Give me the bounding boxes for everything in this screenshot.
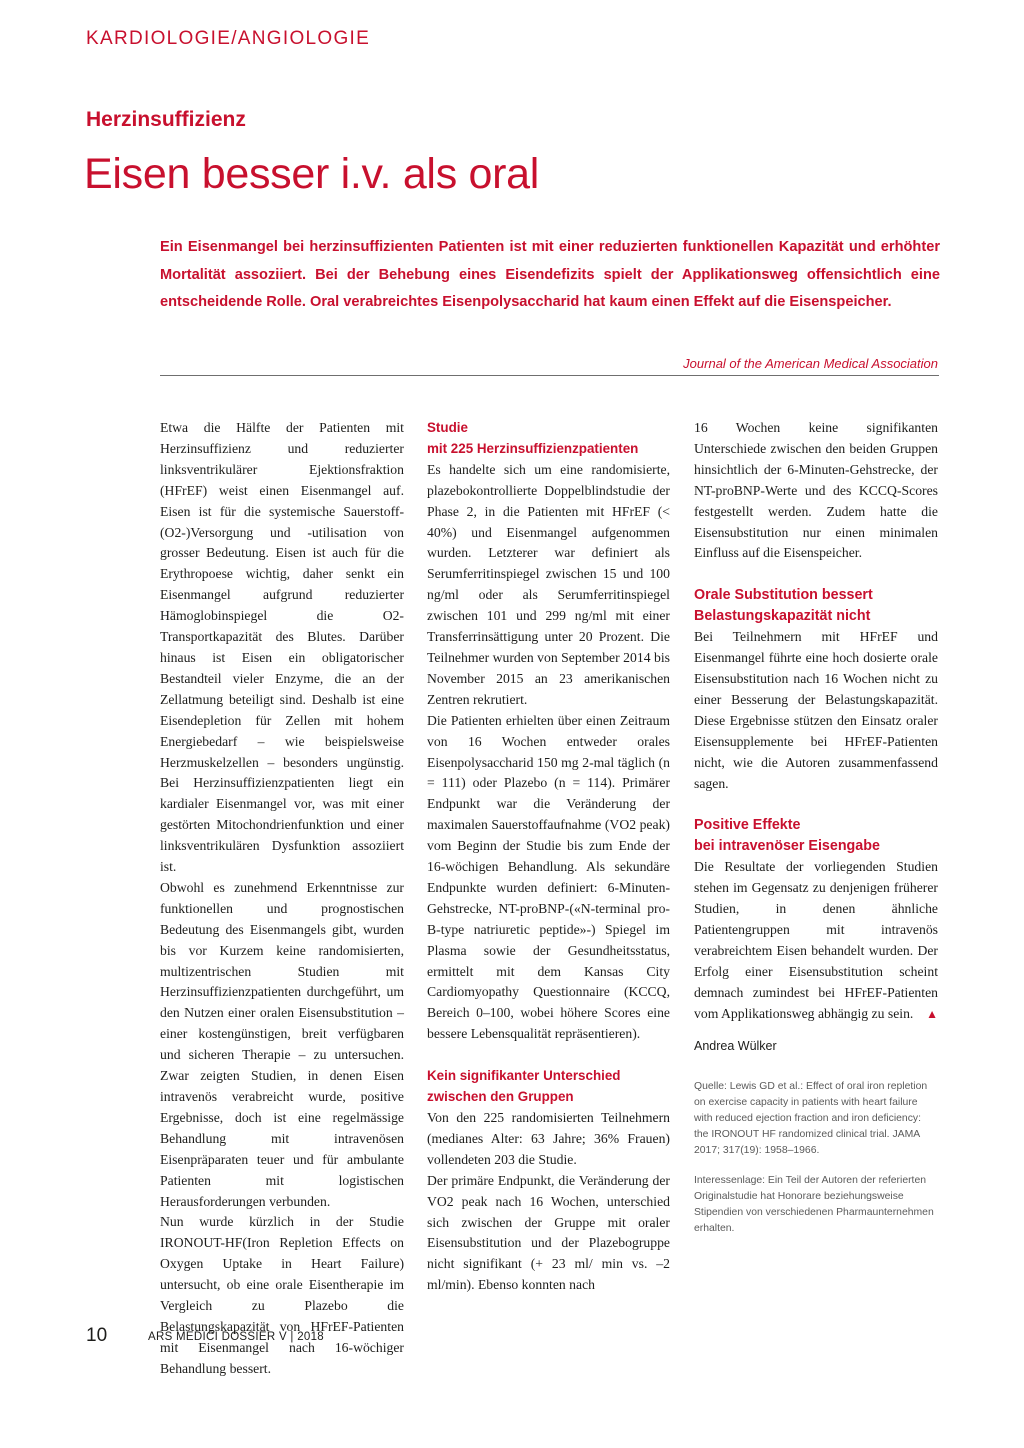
subheading-line: zwischen den Gruppen bbox=[427, 1089, 574, 1105]
column-2 bbox=[427, 418, 670, 1296]
subheading-line: mit 225 Herzinsuffizienzpatienten bbox=[427, 440, 639, 456]
interest-note: Interessenlage: Ein Teil der Autoren der referierten Originalstudie hat Honorare beziehungsweise Stipendien von verschiedenen Pharmaunternehmen erhalten. bbox=[694, 1175, 934, 1235]
end-triangle-icon: ▲ bbox=[926, 1006, 938, 1021]
paragraph bbox=[694, 857, 938, 1024]
source-journal: Journal of the American Medical Association bbox=[683, 356, 938, 371]
section-label: KARDIOLOGIE/ANGIOLOGIE bbox=[86, 28, 371, 49]
source-note: Quelle: Lewis GD et al.: Effect of oral iron repletion on exercise capacity in patients with heart failure with reduced ejection fraction and iron deficiency: the IRONOUT HF randomized clinical trial. JAMA 2017; 317(19): 1958–1966. bbox=[694, 1081, 928, 1157]
subheading-positive-effects bbox=[694, 815, 938, 857]
paragraph: Etwa die Hälfte der Patienten mit Herzinsuffizienz und reduzierter linksventrikulärer Ejektionsfraktion (HFrEF) weist einen Eisenmangel auf. Eisen ist für die systemische Sauerstoff-(O2-)Versorgung und -utilisation von grosser Bedeutung. Eisen ist auch für die Erythropoese wichtig, daher senkt ein Eisenmangel aufgrund reduzierter Hämoglobinspiegel die O2-Transportkapazität des Blutes. Darüber hinaus ist Eisen ein obligatorischer Bestandteil vieler Enzyme, die an der Zellatmung beteiligt sind. Deshalb ist eine Eisendepletion für Zellen mit hohem Energiebedarf – wie beispielsweise Herzmuskelzellen – besonders ungünstig. Bei Herzinsuffizienzpatienten liegt ein kardialer Eisenmangel vor, was mit einer gestörten Mitochondrienfunktion und einer linksventrikulären Dysfunktion assoziiert ist. bbox=[160, 420, 404, 875]
subheading-line: Belastungskapazität nicht bbox=[694, 608, 871, 625]
spacer bbox=[694, 564, 938, 585]
paragraph-text: Die Resultate der vorliegenden Studien stehen im Gegensatz zu denjenigen früherer Studien, in denen ähnliche Patientengruppen mit intravenös verabreichtem Eisen behandelt wurden. Der Erfolg einer Eisensubstitution scheint demnach zumindest bei HFrEF-Patienten vom Applikationsweg abhängig zu sein. bbox=[694, 859, 938, 1021]
subheading-oral-substitution bbox=[694, 585, 938, 627]
subheading-line: Studie bbox=[427, 420, 468, 435]
subheading-line: Positive Effekte bbox=[694, 817, 801, 834]
author-name: Andrea Wülker bbox=[694, 1039, 777, 1054]
spacer bbox=[694, 794, 938, 815]
paragraph: Es handelte sich um eine randomisierte, plazebokontrollierte Doppelblindstudie der Phase 2, in die Patienten mit HFrEF (< 40%) und Eisenmangel aufgenommen wurden. Letzterer war definiert als Serumferritinspiegel zwischen 15 und 100 ng/ml oder als Serumferritinspiegel zwischen 101 und 299 ng/ml mit einer Transferrinsättigung unter 20 Prozent. Die Teilnehmer wurden von September 2014 bis November 2015 an 23 amerikanischen Zentren rekrutiert. bbox=[427, 461, 670, 707]
paragraph: Die Patienten erhielten über einen Zeitraum von 16 Wochen entweder orales Eisenpolysaccharid 150 mg 2-mal täglich (n = 111) oder Plazebo (n = 114). Primärer Endpunkt war die Veränderung der maximalen Sauerstoffaufnahme (VO2 peak) vom Beginn der Studie bis zum Ende der 16-wöchigen Behandlung. Als sekundäre Endpunkte wurden definiert: 6-Minuten-Gehstrecke, NT-proBNP-(«N-terminal pro-B-type natriuretic peptide»-) Spiegel im Plasma sowie der Gesundheitsstatus, ermittelt mit dem Kansas City Cardiomyopathy Questionnaire (KCCQ, Bereich 0–100, wobei höhere Scores eine bessere Lebensqualität repräsentieren). bbox=[427, 712, 670, 1042]
divider bbox=[160, 375, 939, 376]
subheading-study bbox=[427, 418, 670, 460]
paragraph: Bei Teilnehmern mit HFrEF und Eisenmangel führte eine hoch dosierte orale Eisensubstitution nach 16 Wochen nicht zu einer Besserung der Belastungskapazität. Diese Ergebnisse stützen den Einsatz oraler Eisensupplemente bei HFrEF-Patienten nicht, wie die Autoren zusammenfassend sagen. bbox=[694, 629, 938, 791]
article-title: Eisen besser i.v. als oral bbox=[84, 150, 540, 198]
paragraph: Der primäre Endpunkt, die Veränderung der VO2 peak nach 16 Wochen, unterschied sich zwischen der Gruppe mit oraler Eisensubstitution und der Plazebogruppe nicht signifikant (+ 23 ml/ min vs. –2 ml/min). Ebenso konnten nach bbox=[427, 1172, 670, 1293]
paragraph: Nun wurde kürzlich in der Studie IRONOUT-HF(Iron Repletion Effects on Oxygen Uptake in Heart Failure) untersucht, ob eine orale Eisentherapie im Vergleich zu Plazebo die Belastungskapazität von HFrEF-Patienten mit Eisenmangel nach 16-wöchiger Behandlung bessert. bbox=[160, 1214, 404, 1376]
article-lead: Ein Eisenmangel bei herzinsuffizienten Patienten ist mit einer reduzierten funktionellen Kapazität und erhöhter Mortalität assoziiert. Bei der Behebung eines Eisendefizits spielt der Applikationsweg offensichtlich eine entscheidende Rolle. Oral verabreichtes Eisenpolysaccharid hat kaum einen Effekt auf die Eisenspeicher. bbox=[160, 239, 940, 311]
paragraph: Von den 225 randomisierten Teilnehmern (medianes Alter: 63 Jahre; 36% Frauen) vollendeten 203 die Studie. bbox=[427, 1110, 670, 1167]
paragraph: 16 Wochen keine signifikanten Unterschiede zwischen den beiden Gruppen hinsichtlich der 6-Minuten-Gehstrecke, der NT-proBNP-Werte und des KCCQ-Scores festgestellt werden. Zudem hatte die Eisensubstitution nur einen minimalen Einfluss auf die Eisenspeicher. bbox=[694, 420, 938, 561]
subheading-line: Orale Substitution bessert bbox=[694, 587, 873, 604]
subheading-line: bei intravenöser Eisengabe bbox=[694, 838, 880, 855]
subheading-line: Kein signifikanter Unterschied bbox=[427, 1068, 621, 1084]
spacer bbox=[427, 1045, 670, 1066]
column-1 bbox=[160, 418, 404, 1380]
page-number: 10 bbox=[86, 1325, 108, 1346]
article-kicker: Herzinsuffizienz bbox=[86, 108, 246, 131]
column-3 bbox=[694, 418, 938, 1237]
paragraph: Obwohl es zunehmend Erkenntnisse zur funktionellen und prognostischen Bedeutung des Eisenmangels gibt, wurden bis vor Kurzem keine randomisierten, multizentrischen Studien mit Herzinsuffizienzpatienten durchgeführt, um den Nutzen einer oralen Eisensubstitution – einer kostengünstigen, breit verfügbaren und sicheren Therapie – zu untersuchen. Zwar zeigten Studien, in denen Eisen intravenös verabreicht wurde, positive Ergebnisse, doch ist eine regelmässige Behandlung mit intravenösen Eisenpräparaten teuer und für ambulante Patienten mit logistischen Herausforderungen verbunden. bbox=[160, 879, 404, 1209]
footer-publication: ARS MEDICI DOSSIER V | 2018 bbox=[148, 1331, 324, 1343]
subheading-no-difference bbox=[427, 1066, 670, 1108]
